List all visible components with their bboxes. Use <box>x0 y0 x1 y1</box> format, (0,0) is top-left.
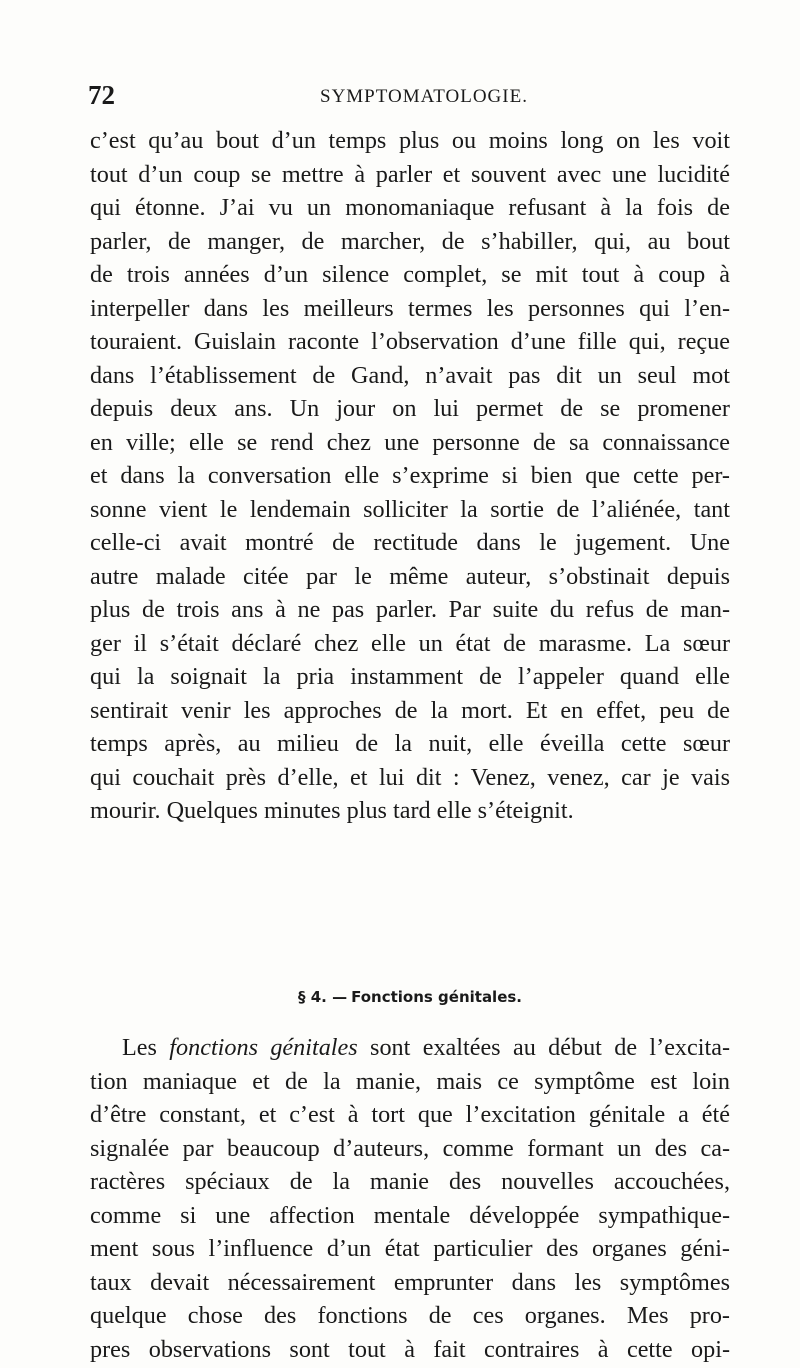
text-line: dans l’établissement de Gand, n’avait pas dit un seul mot <box>90 361 730 389</box>
italic-term: fonctions génitales <box>169 1034 358 1061</box>
text-line: signalée par beaucoup d’auteurs, comme formant un des ca- <box>90 1134 730 1162</box>
text-line: sonne vient le lendemain solliciter la sortie de l’aliénée, tant <box>90 495 730 523</box>
paragraph-continued <box>90 124 730 828</box>
section-heading <box>90 985 730 1009</box>
text-line: tion maniaque et de la manie, mais ce symptôme est loin <box>90 1067 730 1095</box>
text-line-first <box>90 1031 730 1065</box>
text-line: qui la soignait la pria instamment de l’appeler quand elle <box>90 663 730 690</box>
running-head <box>88 80 728 114</box>
text-line: temps après, au milieu de la nuit, elle éveilla cette sœur <box>90 730 730 757</box>
text-line: en ville; elle se rend chez une personne de sa connaissance <box>90 428 730 456</box>
paragraph-genital-functions <box>90 1031 730 1366</box>
text-line: mourir. Quelques minutes plus tard elle s’éteignit. <box>90 797 574 824</box>
section-number: § 4. — <box>297 988 348 1006</box>
text-line: c’est qu’au bout d’un temps plus ou moins long on les voit <box>90 127 730 154</box>
text-line: interpeller dans les meilleurs termes les personnes qui l’en- <box>90 294 730 322</box>
text-line: touraient. Guislain raconte l’observation d’une fille qui, reçue <box>90 328 730 355</box>
text-line: qui étonne. J’ai vu un monomaniaque refusant à la fois de <box>90 194 730 221</box>
running-title: SYMPTOMATOLOGIE. <box>320 86 528 107</box>
text-line: parler, de manger, de marcher, de s’habiller, qui, au bout <box>90 227 730 255</box>
text-line: sentirait venir les approches de la mort. Et en effet, peu de <box>90 696 730 724</box>
text-line: comme si une affection mentale développée sympathique- <box>90 1201 730 1229</box>
text-line: celle-ci avait montré de rectitude dans le jugement. Une <box>90 529 730 556</box>
text-line: de trois années d’un silence complet, se mit tout à coup à <box>90 261 730 288</box>
text-line: pres observations sont tout à fait contraires à cette opi- <box>90 1335 730 1363</box>
text-line: qui couchait près d’elle, et lui dit : Venez, venez, car je vais <box>90 763 730 791</box>
page-number: 72 <box>88 80 115 110</box>
text-line: d’être constant, et c’est à tort que l’excitation génitale a été <box>90 1101 730 1128</box>
text-line: ment sous l’influence d’un état particulier des organes géni- <box>90 1235 730 1262</box>
text-fragment: Les <box>122 1034 157 1061</box>
text-line: plus de trois ans à ne pas parler. Par suite du refus de man- <box>90 596 730 623</box>
text-line: quelque chose des fonctions de ces organes. Mes pro- <box>90 1302 730 1329</box>
text-line: depuis deux ans. Un jour on lui permet de se promener <box>90 395 730 422</box>
text-fragment: sont exaltées au début de l’excita- <box>370 1034 730 1061</box>
text-line: ger il s’était déclaré chez elle un état de marasme. La sœur <box>90 629 730 657</box>
text-line: taux devait nécessairement emprunter dans les symptômes <box>90 1268 730 1296</box>
section-title: Fonctions génitales. <box>351 988 523 1006</box>
text-line: ractères spéciaux de la manie des nouvelles accouchées, <box>90 1168 730 1195</box>
text-line: autre malade citée par le même auteur, s’obstinait depuis <box>90 562 730 590</box>
text-line: et dans la conversation elle s’exprime si bien que cette per- <box>90 462 730 489</box>
text-line: tout d’un coup se mettre à parler et souvent avec une lucidité <box>90 160 730 188</box>
